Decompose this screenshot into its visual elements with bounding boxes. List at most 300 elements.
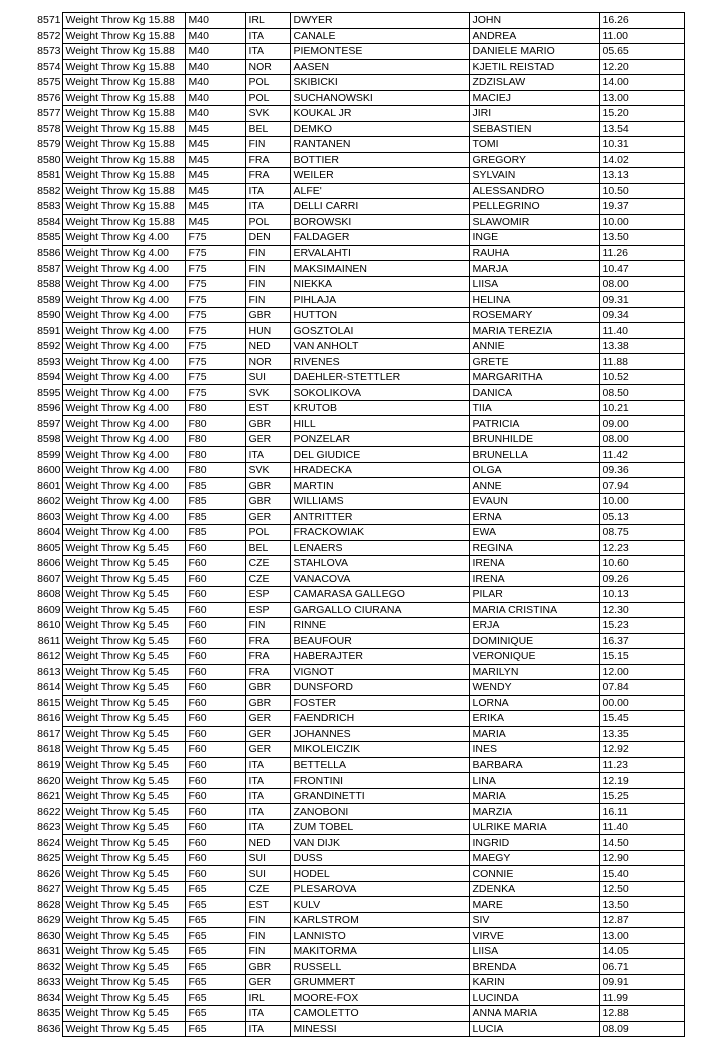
- mark-cell: 08.09: [599, 1021, 684, 1037]
- firstname-cell: LINA: [469, 773, 599, 789]
- row-number: 8609: [37, 603, 61, 616]
- row-number: 8615: [37, 696, 61, 709]
- firstname-cell: KARIN: [469, 974, 599, 990]
- nation-cell: ITA: [245, 199, 290, 215]
- table-row: [22, 152, 684, 168]
- nation-cell: ITA: [245, 804, 290, 820]
- table-row: [22, 462, 684, 478]
- mark-cell: 13.54: [599, 121, 684, 137]
- table-row: [22, 416, 684, 432]
- nation-cell: ESP: [245, 602, 290, 618]
- row-number: 8599: [37, 448, 61, 461]
- category-cell: F75: [185, 307, 245, 323]
- event-cell: Weight Throw Kg 4.00: [62, 385, 185, 401]
- firstname-cell: SLAWOMIR: [469, 214, 599, 230]
- category-cell: F60: [185, 866, 245, 882]
- surname-cell: PIEMONTESE: [290, 44, 469, 60]
- mark-cell: 05.13: [599, 509, 684, 525]
- mark-cell: 11.23: [599, 757, 684, 773]
- mark-cell: 15.20: [599, 106, 684, 122]
- row-number: 8573: [37, 45, 61, 58]
- mark-cell: 09.00: [599, 416, 684, 432]
- category-cell: M45: [185, 152, 245, 168]
- event-cell: Weight Throw Kg 4.00: [62, 292, 185, 308]
- surname-cell: ZUM TOBEL: [290, 819, 469, 835]
- event-cell: Weight Throw Kg 4.00: [62, 323, 185, 339]
- category-cell: F80: [185, 416, 245, 432]
- nation-cell: FRA: [245, 664, 290, 680]
- row-number: 8605: [37, 541, 61, 554]
- event-cell: Weight Throw Kg 15.88: [62, 44, 185, 60]
- row-number: 8586: [37, 246, 61, 259]
- event-cell: Weight Throw Kg 5.45: [62, 990, 185, 1006]
- nation-cell: GBR: [245, 493, 290, 509]
- row-number: 8602: [37, 495, 61, 508]
- row-number: 8603: [37, 510, 61, 523]
- category-cell: M40: [185, 59, 245, 75]
- row-number: 8635: [37, 1007, 61, 1020]
- row-number: 8584: [37, 215, 61, 228]
- table-row: [22, 400, 684, 416]
- event-cell: Weight Throw Kg 5.45: [62, 943, 185, 959]
- nation-cell: POL: [245, 525, 290, 541]
- mark-cell: 10.52: [599, 369, 684, 385]
- firstname-cell: ROSEMARY: [469, 307, 599, 323]
- event-cell: Weight Throw Kg 5.45: [62, 602, 185, 618]
- event-cell: Weight Throw Kg 15.88: [62, 28, 185, 44]
- category-cell: F65: [185, 881, 245, 897]
- nation-cell: NED: [245, 338, 290, 354]
- surname-cell: FRONTINI: [290, 773, 469, 789]
- table-row: [22, 835, 684, 851]
- event-cell: Weight Throw Kg 5.45: [62, 866, 185, 882]
- firstname-cell: VERONIQUE: [469, 649, 599, 665]
- row-number: 8578: [37, 122, 61, 135]
- mark-cell: 10.13: [599, 587, 684, 603]
- surname-cell: AASEN: [290, 59, 469, 75]
- nation-cell: GER: [245, 431, 290, 447]
- firstname-cell: GRETE: [469, 354, 599, 370]
- row-number: 8628: [37, 898, 61, 911]
- firstname-cell: JIRI: [469, 106, 599, 122]
- surname-cell: DWYER: [290, 13, 469, 29]
- firstname-cell: LORNA: [469, 695, 599, 711]
- nation-cell: SUI: [245, 850, 290, 866]
- nation-cell: ITA: [245, 1021, 290, 1037]
- firstname-cell: KJETIL REISTAD: [469, 59, 599, 75]
- surname-cell: RINNE: [290, 618, 469, 634]
- nation-cell: FRA: [245, 152, 290, 168]
- mark-cell: 11.00: [599, 28, 684, 44]
- firstname-cell: ANNIE: [469, 338, 599, 354]
- nation-cell: FIN: [245, 928, 290, 944]
- surname-cell: VANACOVA: [290, 571, 469, 587]
- mark-cell: 10.21: [599, 400, 684, 416]
- category-cell: F60: [185, 587, 245, 603]
- mark-cell: 11.42: [599, 447, 684, 463]
- surname-cell: CAMARASA GALLEGO: [290, 587, 469, 603]
- event-cell: Weight Throw Kg 5.45: [62, 649, 185, 665]
- row-number: 8588: [37, 278, 61, 291]
- row-number: 8580: [37, 153, 61, 166]
- firstname-cell: ANNE: [469, 478, 599, 494]
- nation-cell: SUI: [245, 369, 290, 385]
- category-cell: F75: [185, 369, 245, 385]
- row-number: 8613: [37, 665, 61, 678]
- event-cell: Weight Throw Kg 4.00: [62, 230, 185, 246]
- table-row: [22, 695, 684, 711]
- category-cell: M45: [185, 183, 245, 199]
- table-row: [22, 106, 684, 122]
- category-cell: F75: [185, 338, 245, 354]
- firstname-cell: IRENA: [469, 556, 599, 572]
- event-cell: Weight Throw Kg 15.88: [62, 214, 185, 230]
- table-row: [22, 447, 684, 463]
- mark-cell: 08.00: [599, 276, 684, 292]
- mark-cell: 09.26: [599, 571, 684, 587]
- row-number: 8607: [37, 572, 61, 585]
- nation-cell: ITA: [245, 44, 290, 60]
- category-cell: F75: [185, 245, 245, 261]
- category-cell: M45: [185, 168, 245, 184]
- mark-cell: 12.00: [599, 664, 684, 680]
- nation-cell: GBR: [245, 695, 290, 711]
- row-number: 8630: [37, 929, 61, 942]
- firstname-cell: ZDENKA: [469, 881, 599, 897]
- nation-cell: FIN: [245, 261, 290, 277]
- nation-cell: GBR: [245, 478, 290, 494]
- category-cell: F65: [185, 1006, 245, 1022]
- nation-cell: FIN: [245, 618, 290, 634]
- nation-cell: NOR: [245, 354, 290, 370]
- nation-cell: FRA: [245, 168, 290, 184]
- firstname-cell: OLGA: [469, 462, 599, 478]
- nation-cell: SVK: [245, 106, 290, 122]
- mark-cell: 13.35: [599, 726, 684, 742]
- category-cell: F75: [185, 385, 245, 401]
- mark-cell: 10.00: [599, 214, 684, 230]
- row-number: 8585: [37, 231, 61, 244]
- mark-cell: 10.31: [599, 137, 684, 153]
- mark-cell: 09.36: [599, 462, 684, 478]
- category-cell: M40: [185, 44, 245, 60]
- firstname-cell: DANIELE MARIO: [469, 44, 599, 60]
- firstname-cell: PATRICIA: [469, 416, 599, 432]
- mark-cell: 06.71: [599, 959, 684, 975]
- firstname-cell: VIRVE: [469, 928, 599, 944]
- row-number: 8601: [37, 479, 61, 492]
- firstname-cell: EVAUN: [469, 493, 599, 509]
- category-cell: M45: [185, 199, 245, 215]
- nation-cell: FIN: [245, 245, 290, 261]
- table-row: [22, 664, 684, 680]
- table-row: [22, 307, 684, 323]
- mark-cell: 08.50: [599, 385, 684, 401]
- category-cell: F65: [185, 897, 245, 913]
- table-row: [22, 276, 684, 292]
- table-row: [22, 850, 684, 866]
- row-number: 8623: [37, 821, 61, 834]
- category-cell: F60: [185, 819, 245, 835]
- surname-cell: MAKITORMA: [290, 943, 469, 959]
- event-cell: Weight Throw Kg 4.00: [62, 245, 185, 261]
- mark-cell: 07.94: [599, 478, 684, 494]
- mark-cell: 12.20: [599, 59, 684, 75]
- table-row: [22, 680, 684, 696]
- firstname-cell: MARILYN: [469, 664, 599, 680]
- surname-cell: GARGALLO CIURANA: [290, 602, 469, 618]
- firstname-cell: JOHN: [469, 13, 599, 29]
- event-cell: Weight Throw Kg 5.45: [62, 959, 185, 975]
- firstname-cell: CONNIE: [469, 866, 599, 882]
- category-cell: F80: [185, 462, 245, 478]
- event-cell: Weight Throw Kg 5.45: [62, 788, 185, 804]
- table-row: [22, 28, 684, 44]
- row-number: 8629: [37, 914, 61, 927]
- category-cell: F75: [185, 354, 245, 370]
- table-row: [22, 990, 684, 1006]
- table-row: [22, 788, 684, 804]
- event-cell: Weight Throw Kg 4.00: [62, 447, 185, 463]
- row-number: 8587: [37, 262, 61, 275]
- firstname-cell: SEBASTIEN: [469, 121, 599, 137]
- mark-cell: 10.00: [599, 493, 684, 509]
- category-cell: F85: [185, 478, 245, 494]
- nation-cell: FRA: [245, 633, 290, 649]
- category-cell: M45: [185, 214, 245, 230]
- surname-cell: GRUMMERT: [290, 974, 469, 990]
- table-body: [22, 13, 684, 1037]
- firstname-cell: BARBARA: [469, 757, 599, 773]
- table-row: [22, 214, 684, 230]
- event-cell: Weight Throw Kg 4.00: [62, 354, 185, 370]
- nation-cell: GBR: [245, 416, 290, 432]
- event-cell: Weight Throw Kg 5.45: [62, 556, 185, 572]
- surname-cell: HODEL: [290, 866, 469, 882]
- table-row: [22, 633, 684, 649]
- event-cell: Weight Throw Kg 15.88: [62, 106, 185, 122]
- surname-cell: BOROWSKI: [290, 214, 469, 230]
- category-cell: F75: [185, 276, 245, 292]
- surname-cell: ERVALAHTI: [290, 245, 469, 261]
- firstname-cell: ERIKA: [469, 711, 599, 727]
- surname-cell: SUCHANOWSKI: [290, 90, 469, 106]
- nation-cell: FIN: [245, 292, 290, 308]
- row-number: 8610: [37, 619, 61, 632]
- table-row: [22, 230, 684, 246]
- firstname-cell: MARIA: [469, 788, 599, 804]
- firstname-cell: MARIA CRISTINA: [469, 602, 599, 618]
- event-cell: Weight Throw Kg 5.45: [62, 881, 185, 897]
- table-row: [22, 587, 684, 603]
- event-cell: Weight Throw Kg 5.45: [62, 680, 185, 696]
- nation-cell: FIN: [245, 276, 290, 292]
- nation-cell: ITA: [245, 819, 290, 835]
- category-cell: F60: [185, 757, 245, 773]
- table-row: [22, 121, 684, 137]
- surname-cell: FOSTER: [290, 695, 469, 711]
- category-cell: F60: [185, 804, 245, 820]
- nation-cell: ESP: [245, 587, 290, 603]
- firstname-cell: MARZIA: [469, 804, 599, 820]
- row-number: 8618: [37, 743, 61, 756]
- mark-cell: 12.90: [599, 850, 684, 866]
- firstname-cell: ANDREA: [469, 28, 599, 44]
- row-number: 8619: [37, 759, 61, 771]
- nation-cell: POL: [245, 75, 290, 91]
- event-cell: Weight Throw Kg 5.45: [62, 850, 185, 866]
- surname-cell: GOSZTOLAI: [290, 323, 469, 339]
- surname-cell: JOHANNES: [290, 726, 469, 742]
- event-cell: Weight Throw Kg 5.45: [62, 742, 185, 758]
- surname-cell: GRANDINETTI: [290, 788, 469, 804]
- row-number: 8608: [37, 588, 61, 601]
- row-number: 8590: [37, 309, 61, 322]
- firstname-cell: LIISA: [469, 276, 599, 292]
- firstname-cell: ALESSANDRO: [469, 183, 599, 199]
- event-cell: Weight Throw Kg 15.88: [62, 168, 185, 184]
- category-cell: F60: [185, 571, 245, 587]
- table-row: [22, 13, 684, 29]
- table-row: [22, 804, 684, 820]
- mark-cell: 11.88: [599, 354, 684, 370]
- surname-cell: PIHLAJA: [290, 292, 469, 308]
- category-cell: F60: [185, 850, 245, 866]
- table-row: [22, 974, 684, 990]
- category-cell: F60: [185, 618, 245, 634]
- surname-cell: BETTELLA: [290, 757, 469, 773]
- mark-cell: 12.23: [599, 540, 684, 556]
- mark-cell: 15.15: [599, 649, 684, 665]
- nation-cell: GBR: [245, 680, 290, 696]
- row-number: 8621: [37, 790, 61, 803]
- row-number: 8593: [37, 355, 61, 368]
- event-cell: Weight Throw Kg 4.00: [62, 338, 185, 354]
- category-cell: M40: [185, 75, 245, 91]
- event-cell: Weight Throw Kg 4.00: [62, 307, 185, 323]
- category-cell: F60: [185, 556, 245, 572]
- table-row: [22, 742, 684, 758]
- surname-cell: KULV: [290, 897, 469, 913]
- table-row: [22, 912, 684, 928]
- firstname-cell: MAEGY: [469, 850, 599, 866]
- category-cell: F85: [185, 493, 245, 509]
- event-cell: Weight Throw Kg 15.88: [62, 183, 185, 199]
- event-cell: Weight Throw Kg 5.45: [62, 912, 185, 928]
- category-cell: F80: [185, 400, 245, 416]
- row-number: 8633: [37, 976, 61, 989]
- mark-cell: 11.26: [599, 245, 684, 261]
- table-row: [22, 493, 684, 509]
- surname-cell: ALFE': [290, 183, 469, 199]
- table-row: [22, 245, 684, 261]
- row-number: 8632: [37, 960, 61, 973]
- event-cell: Weight Throw Kg 5.45: [62, 974, 185, 990]
- mark-cell: 12.92: [599, 742, 684, 758]
- table-row: [22, 540, 684, 556]
- surname-cell: WILLIAMS: [290, 493, 469, 509]
- row-number: 8591: [37, 324, 61, 337]
- table-row: [22, 757, 684, 773]
- nation-cell: NOR: [245, 59, 290, 75]
- mark-cell: 15.23: [599, 618, 684, 634]
- table-row: [22, 59, 684, 75]
- mark-cell: 10.50: [599, 183, 684, 199]
- category-cell: F65: [185, 943, 245, 959]
- mark-cell: 11.40: [599, 323, 684, 339]
- row-number: 8581: [37, 169, 61, 182]
- surname-cell: BEAUFOUR: [290, 633, 469, 649]
- table-row: [22, 44, 684, 60]
- category-cell: F85: [185, 525, 245, 541]
- event-cell: Weight Throw Kg 5.45: [62, 664, 185, 680]
- category-cell: M45: [185, 137, 245, 153]
- mark-cell: 12.19: [599, 773, 684, 789]
- event-cell: Weight Throw Kg 4.00: [62, 400, 185, 416]
- firstname-cell: SYLVAIN: [469, 168, 599, 184]
- surname-cell: DELLI CARRI: [290, 199, 469, 215]
- event-cell: Weight Throw Kg 5.45: [62, 819, 185, 835]
- surname-cell: LANNISTO: [290, 928, 469, 944]
- row-number: 8575: [37, 76, 61, 89]
- row-number: 8620: [37, 774, 61, 787]
- mark-cell: 13.50: [599, 230, 684, 246]
- event-cell: Weight Throw Kg 4.00: [62, 525, 185, 541]
- surname-cell: DUNSFORD: [290, 680, 469, 696]
- firstname-cell: DANICA: [469, 385, 599, 401]
- firstname-cell: REGINA: [469, 540, 599, 556]
- nation-cell: FRA: [245, 649, 290, 665]
- firstname-cell: DOMINIQUE: [469, 633, 599, 649]
- mark-cell: 12.30: [599, 602, 684, 618]
- mark-cell: 14.00: [599, 75, 684, 91]
- firstname-cell: PELLEGRINO: [469, 199, 599, 215]
- table-row: [22, 897, 684, 913]
- row-number: 8594: [37, 371, 61, 384]
- table-row: [22, 525, 684, 541]
- category-cell: F80: [185, 447, 245, 463]
- nation-cell: FIN: [245, 137, 290, 153]
- row-number: 8631: [37, 945, 61, 958]
- mark-cell: 10.60: [599, 556, 684, 572]
- firstname-cell: ANNA MARIA: [469, 1006, 599, 1022]
- firstname-cell: MARE: [469, 897, 599, 913]
- event-cell: Weight Throw Kg 5.45: [62, 711, 185, 727]
- category-cell: F60: [185, 695, 245, 711]
- results-table: [22, 12, 685, 1037]
- nation-cell: NED: [245, 835, 290, 851]
- table-row: [22, 928, 684, 944]
- table-row: [22, 1006, 684, 1022]
- surname-cell: WEILER: [290, 168, 469, 184]
- table-row: [22, 292, 684, 308]
- nation-cell: FIN: [245, 943, 290, 959]
- table-row: [22, 261, 684, 277]
- table-row: [22, 75, 684, 91]
- row-number: 8589: [37, 293, 61, 306]
- nation-cell: EST: [245, 897, 290, 913]
- surname-cell: FRACKOWIAK: [290, 525, 469, 541]
- table-row: [22, 618, 684, 634]
- surname-cell: VAN ANHOLT: [290, 338, 469, 354]
- nation-cell: FIN: [245, 912, 290, 928]
- mark-cell: 13.50: [599, 897, 684, 913]
- row-number: 8600: [37, 464, 61, 477]
- nation-cell: CZE: [245, 556, 290, 572]
- nation-cell: SUI: [245, 866, 290, 882]
- category-cell: F65: [185, 1021, 245, 1037]
- table-row: [22, 431, 684, 447]
